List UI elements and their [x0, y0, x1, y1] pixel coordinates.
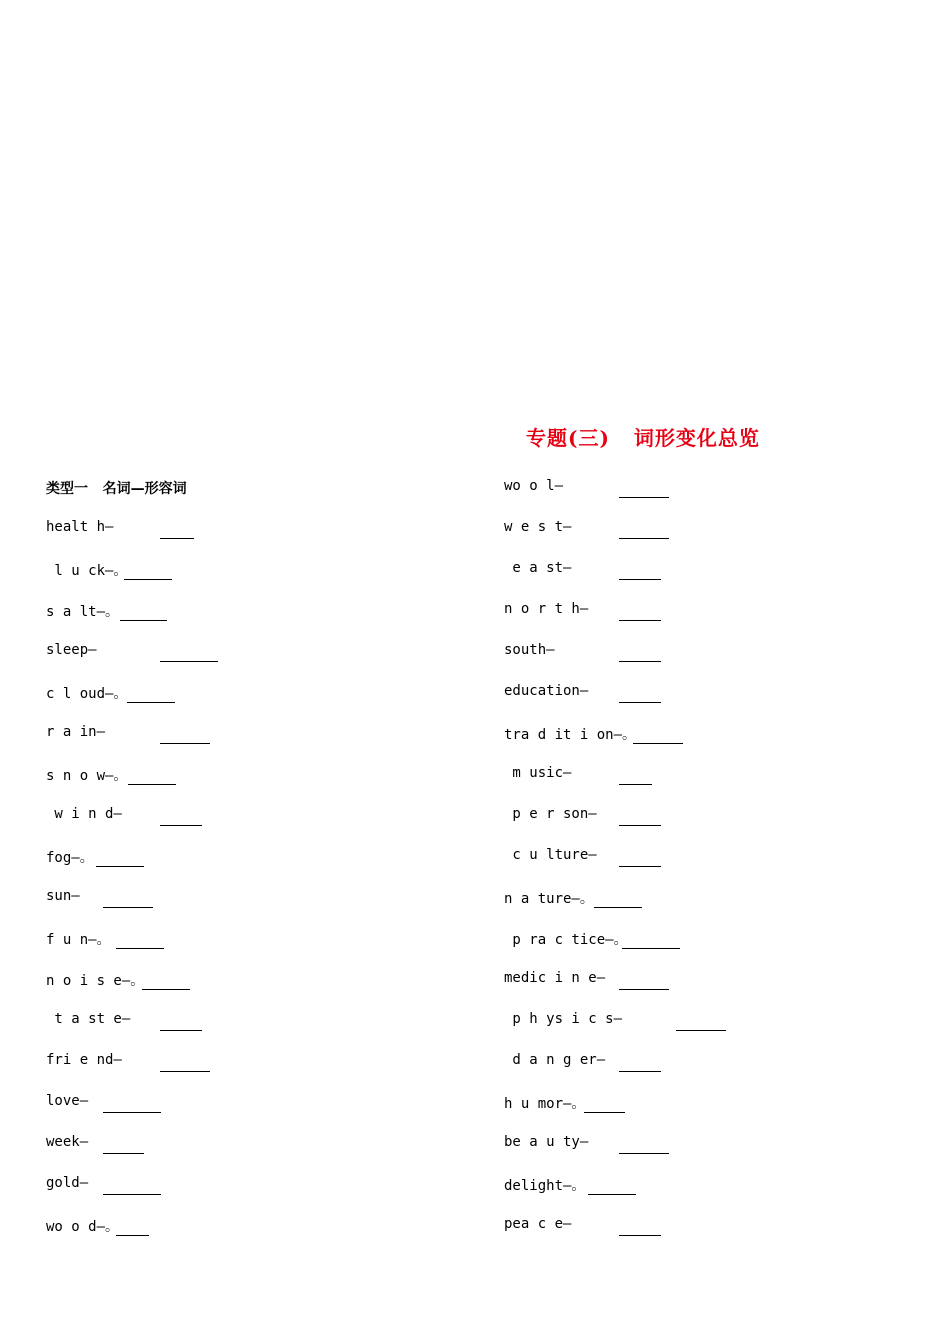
word-label: h u mor—。 [504, 1096, 586, 1112]
answer-blank[interactable] [619, 1234, 661, 1236]
word-label: f u n—。 [46, 932, 111, 948]
word-label: e a st— [504, 560, 572, 576]
list-item [46, 1052, 246, 1072]
word-label: wo o d—。 [46, 1219, 120, 1235]
answer-blank[interactable] [619, 1070, 661, 1072]
list-item [504, 888, 744, 908]
answer-blank[interactable] [103, 906, 153, 908]
answer-blank[interactable] [619, 783, 652, 785]
word-label: p e r son— [504, 806, 597, 822]
list-item [46, 1216, 246, 1236]
list-item [46, 847, 246, 867]
answer-blank[interactable] [96, 865, 144, 867]
answer-blank[interactable] [160, 824, 202, 826]
answer-blank[interactable] [160, 660, 218, 662]
list-item [504, 683, 744, 703]
list-item [504, 765, 744, 785]
word-label: fog—。 [46, 850, 94, 866]
word-label: w i n d— [46, 806, 122, 822]
answer-blank[interactable] [619, 824, 661, 826]
word-label: medic i n e— [504, 970, 606, 986]
answer-blank[interactable] [160, 537, 194, 539]
list-item [46, 1175, 246, 1195]
list-item [46, 1093, 246, 1113]
list-item [46, 765, 246, 785]
word-label: delight—。 [504, 1178, 586, 1194]
page-title: 专题(三) 词形变化总览 [526, 426, 760, 450]
word-label: fri e nd— [46, 1052, 122, 1068]
answer-blank[interactable] [622, 947, 680, 949]
word-label: w e s t— [504, 519, 572, 535]
list-item [504, 1175, 744, 1195]
list-item [504, 1052, 744, 1072]
section-heading: 类型一 名词—形容词 [46, 481, 187, 497]
list-item [46, 1011, 246, 1031]
list-item [46, 1134, 246, 1154]
word-label: c u lture— [504, 847, 597, 863]
word-label: s n o w—。 [46, 768, 128, 784]
list-item [504, 724, 744, 744]
answer-blank[interactable] [619, 865, 661, 867]
list-item [504, 519, 744, 539]
word-label: c l oud—。 [46, 686, 128, 702]
word-label: n o r t h— [504, 601, 589, 617]
answer-blank[interactable] [619, 1152, 669, 1154]
answer-blank[interactable] [619, 988, 669, 990]
answer-blank[interactable] [676, 1029, 726, 1031]
word-label: gold— [46, 1175, 89, 1191]
list-item [504, 1011, 744, 1031]
answer-blank[interactable] [584, 1111, 625, 1113]
word-label: healt h— [46, 519, 114, 535]
list-item [504, 1134, 744, 1154]
list-item [46, 683, 246, 703]
answer-blank[interactable] [619, 537, 669, 539]
word-label: south— [504, 642, 555, 658]
word-label: sleep— [46, 642, 97, 658]
list-item [504, 601, 744, 621]
answer-blank[interactable] [619, 619, 661, 621]
answer-blank[interactable] [619, 701, 661, 703]
word-label: sun— [46, 888, 80, 904]
list-item [46, 601, 246, 621]
answer-blank[interactable] [103, 1193, 161, 1195]
answer-blank[interactable] [160, 1029, 202, 1031]
answer-blank[interactable] [633, 742, 683, 744]
word-label: wo o l— [504, 478, 564, 494]
list-item [504, 847, 744, 867]
word-label: l u ck—。 [46, 563, 128, 579]
answer-blank[interactable] [160, 1070, 210, 1072]
list-item [504, 1216, 744, 1236]
list-item [504, 970, 744, 990]
list-item [46, 929, 246, 949]
word-label: pea c e— [504, 1216, 572, 1232]
answer-blank[interactable] [103, 1111, 161, 1113]
answer-blank[interactable] [116, 1234, 149, 1236]
answer-blank[interactable] [594, 906, 642, 908]
word-label: t a st e— [46, 1011, 131, 1027]
answer-blank[interactable] [142, 988, 190, 990]
list-item [46, 806, 246, 826]
answer-blank[interactable] [128, 783, 176, 785]
answer-blank[interactable] [619, 496, 669, 498]
list-item [46, 642, 246, 662]
answer-blank[interactable] [120, 619, 167, 621]
list-item [46, 970, 246, 990]
list-item [504, 560, 744, 580]
word-label: love— [46, 1093, 89, 1109]
answer-blank[interactable] [124, 578, 172, 580]
answer-blank[interactable] [619, 660, 661, 662]
word-label: d a n g er— [504, 1052, 606, 1068]
answer-blank[interactable] [116, 947, 164, 949]
word-label: s a lt—。 [46, 604, 120, 620]
word-label: n a ture—。 [504, 891, 594, 907]
word-label: p ra c tice—。 [504, 932, 628, 948]
word-label: n o i s e—。 [46, 973, 145, 989]
list-item [46, 888, 246, 908]
answer-blank[interactable] [127, 701, 175, 703]
word-label: tra d it i on—。 [504, 727, 637, 743]
list-item [504, 478, 744, 498]
list-item [46, 560, 246, 580]
answer-blank[interactable] [619, 578, 661, 580]
list-item [504, 642, 744, 662]
answer-blank[interactable] [160, 742, 210, 744]
answer-blank[interactable] [588, 1193, 636, 1195]
word-label: r a in— [46, 724, 106, 740]
word-label: be a u ty— [504, 1134, 589, 1150]
word-label: m usic— [504, 765, 572, 781]
list-item [504, 806, 744, 826]
answer-blank[interactable] [103, 1152, 144, 1154]
list-item [504, 929, 744, 949]
word-label: week— [46, 1134, 89, 1150]
list-item [46, 724, 246, 744]
word-label: education— [504, 683, 589, 699]
word-label: p h ys i c s— [504, 1011, 623, 1027]
list-item [46, 519, 246, 539]
list-item [504, 1093, 744, 1113]
